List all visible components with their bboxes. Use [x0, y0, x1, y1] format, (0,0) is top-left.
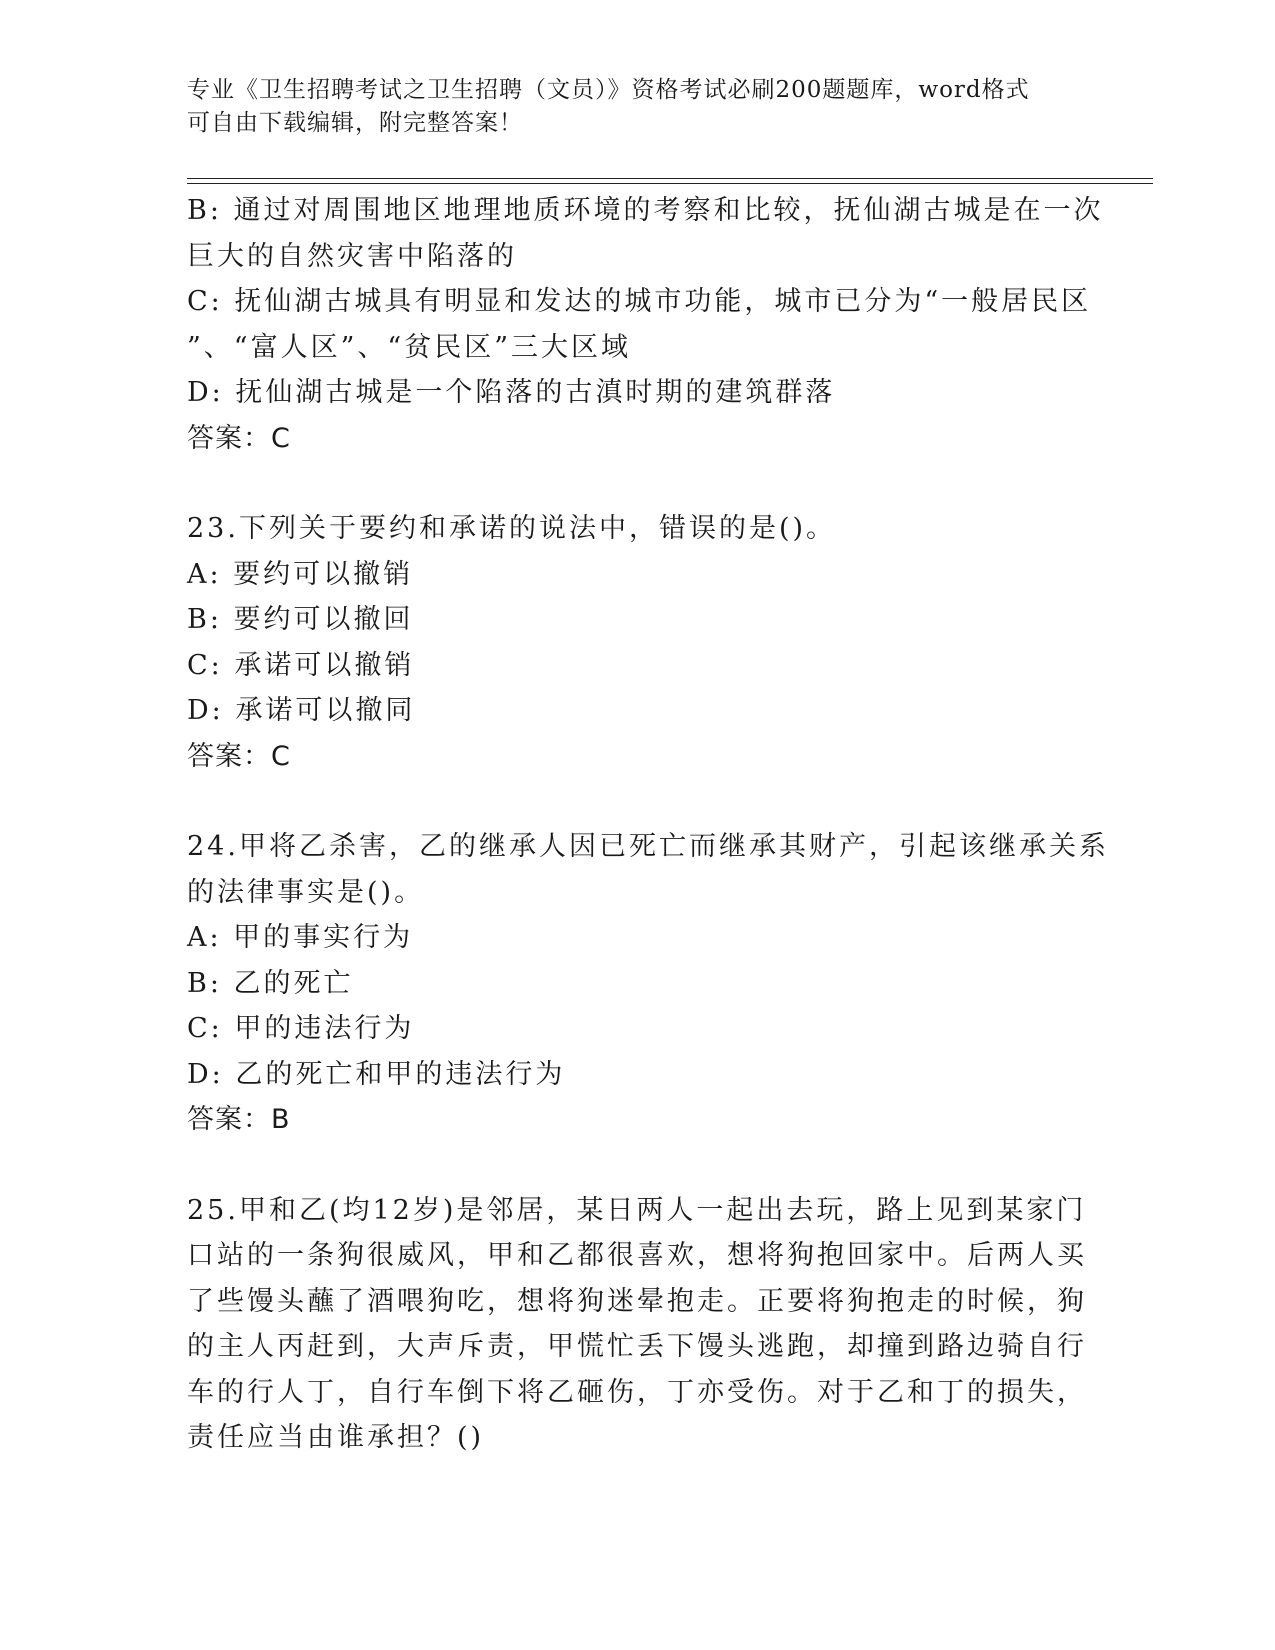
option-b: B: 要约可以撤回 [187, 604, 414, 635]
question-stem-line-1: 24.甲将乙杀害，乙的继承人因已死亡而继承其财产，引起该继承关系 [187, 831, 1109, 862]
header-line-1: 专业《卫生招聘考试之卫生招聘（文员）》资格考试必刷200题题库，word格式 [187, 77, 1030, 103]
option-b-line-2: 巨大的自然灾害中陷落的 [187, 240, 517, 272]
question-stem-line-5: 车的行人丁，自行车倒下将乙砸伤，丁亦受伤。对于乙和丁的损失， [187, 1376, 1087, 1408]
header-rule-thick [187, 178, 1153, 179]
question-stem-line-4: 的主人丙赶到，大声斥责，甲慌忙丢下馒头逃跑，却撞到路边骑自行 [187, 1331, 1087, 1362]
option-d: D: 乙的死亡和甲的违法行为 [187, 1058, 566, 1090]
question-stem-line-2: 的法律事实是()。 [187, 876, 425, 908]
option-c: C: 承诺可以撤销 [187, 649, 415, 681]
question-stem: 23.下列关于要约和承诺的说法中，错误的是()。 [187, 513, 837, 544]
option-c: C: 甲的违法行为 [187, 1013, 415, 1044]
option-b-line-1: B: 通过对周围地区地理地质环境的考察和比较，抚仙湖古城是在一次 [187, 195, 1104, 226]
option-a: A: 甲的事实行为 [187, 922, 414, 953]
document-header [187, 74, 1067, 140]
question-23-block [187, 506, 1087, 779]
answer: 答案：B [187, 1104, 291, 1135]
option-d: D: 抚仙湖古城是一个陷落的古滇时期的建筑群落 [187, 377, 836, 408]
question-stem-line-3: 了些馒头蘸了酒喂狗吃，想将狗迷晕抱走。正要将狗抱走的时候，狗 [187, 1285, 1087, 1317]
spacer [187, 779, 1087, 824]
option-b: B: 乙的死亡 [187, 967, 354, 999]
question-stem-line-1: 25.甲和乙(均12岁)是邻居，某日两人一起出去玩，路上见到某家门 [187, 1194, 1087, 1226]
question-stem-line-6: 责任应当由谁承担？() [187, 1422, 485, 1453]
header-rule-thin [187, 183, 1153, 184]
spacer [187, 461, 1087, 506]
spacer [187, 1143, 1087, 1188]
option-d: D: 承诺可以撤同 [187, 695, 416, 726]
question-24-block [187, 824, 1109, 1143]
header-line-2: 可自由下载编辑，附完整答案！ [187, 110, 523, 136]
document-body [187, 188, 1109, 1461]
option-a: A: 要约可以撤销 [187, 558, 414, 590]
answer: 答案：C [187, 422, 291, 454]
question-stem-line-2: 口站的一条狗很威风，甲和乙都很喜欢，想将狗抱回家中。后两人买 [187, 1240, 1087, 1271]
question-25-block [187, 1188, 1087, 1461]
answer: 答案：C [187, 740, 291, 772]
question-22-block [187, 188, 1104, 461]
option-c-line-2: ”、“富人区”、“贫民区”三大区域 [187, 331, 632, 363]
option-c-line-1: C: 抚仙湖古城具有明显和发达的城市功能，城市已分为“一般居民区 [187, 286, 1092, 317]
